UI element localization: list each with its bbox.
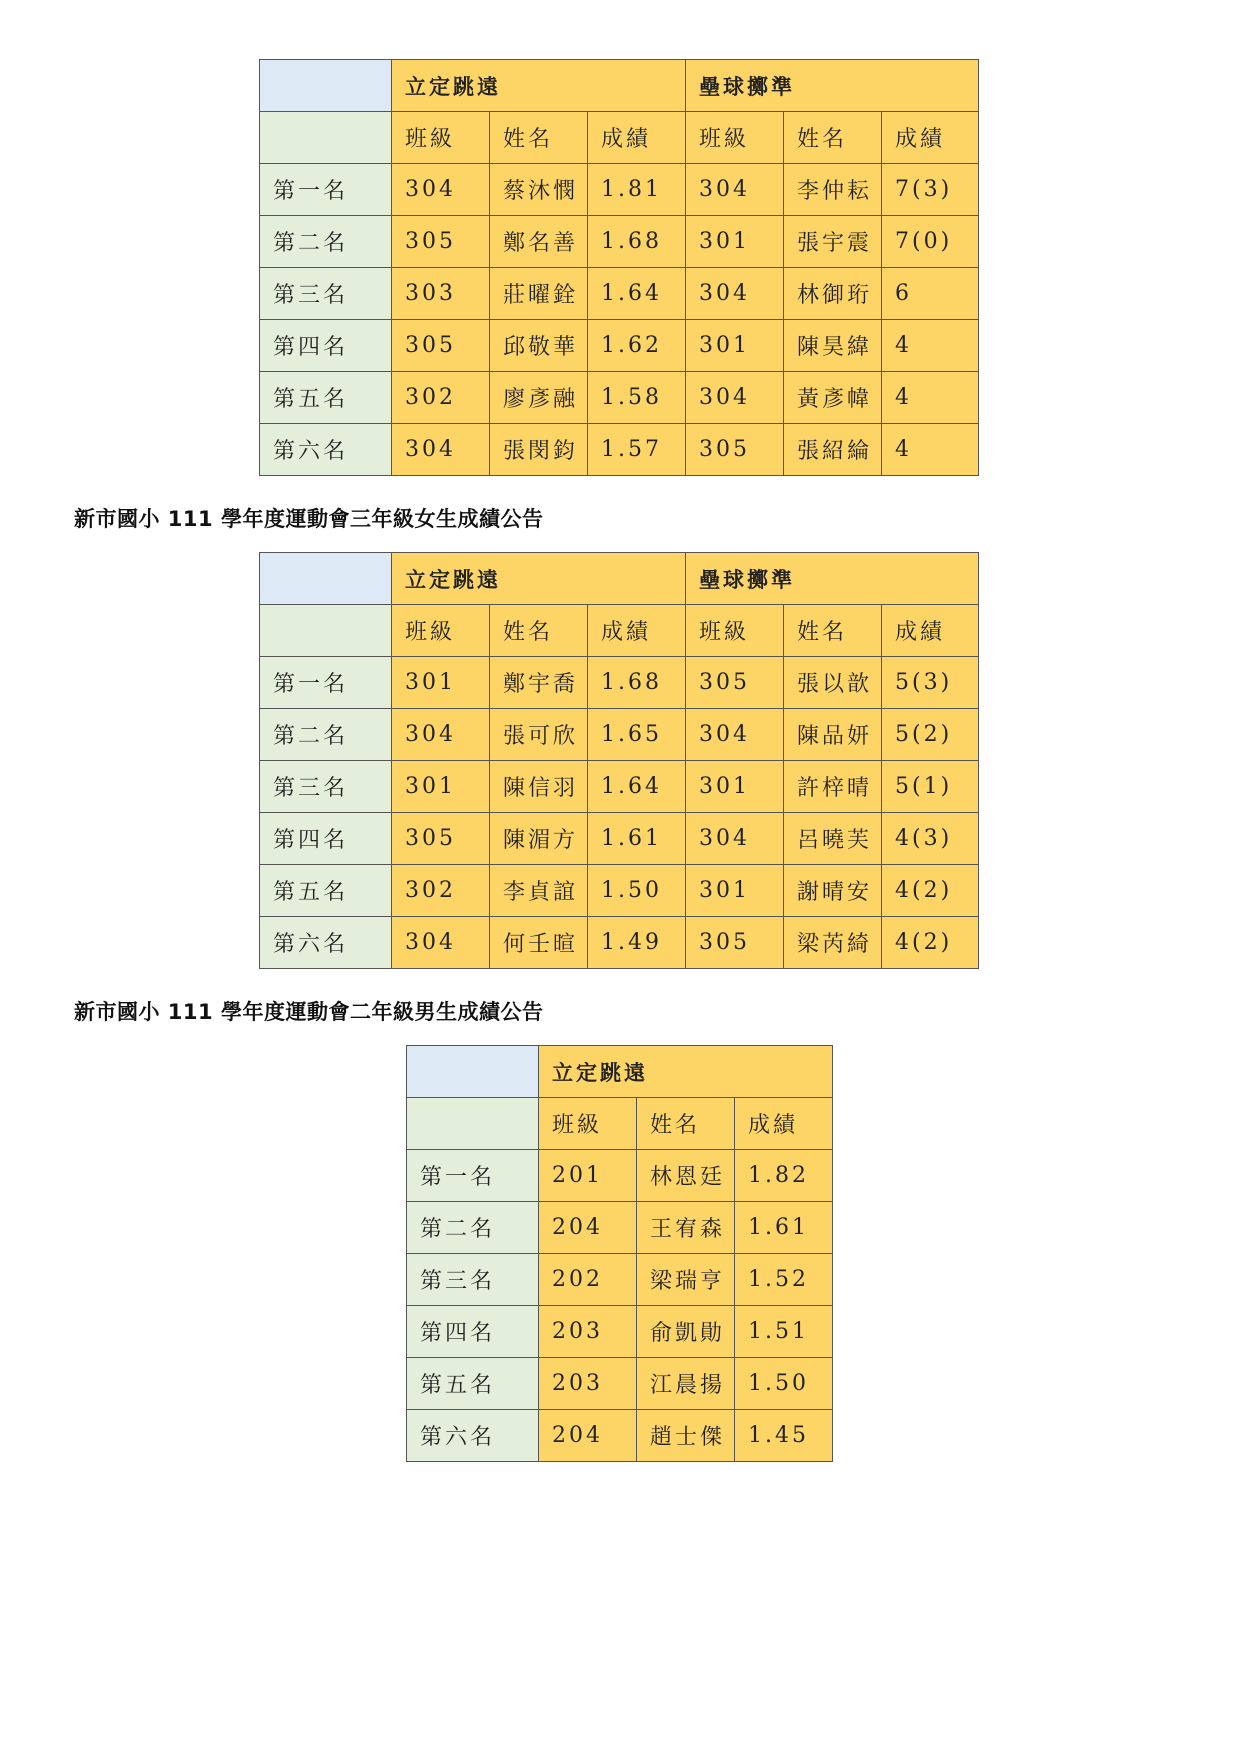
rank-cell: 第一名: [260, 657, 392, 709]
class-cell: 301: [686, 320, 784, 372]
class-cell: 301: [686, 216, 784, 268]
name-cell: 梁瑞亨: [637, 1254, 735, 1306]
score-cell: 1.61: [735, 1202, 833, 1254]
class-cell: 304: [392, 917, 490, 969]
table-row: [407, 1202, 833, 1254]
name-cell: 張可欣: [490, 709, 588, 761]
table-row: [260, 216, 979, 268]
table-row: [407, 1150, 833, 1202]
score-cell: 4: [882, 424, 979, 476]
score-cell: 4(2): [882, 865, 979, 917]
score-cell: 7(0): [882, 216, 979, 268]
class-cell: 303: [392, 268, 490, 320]
event-header: 壘球擲準: [686, 60, 979, 112]
event-header: 立定跳遠: [392, 553, 686, 605]
name-cell: 陳湄方: [490, 813, 588, 865]
score-cell: 4(2): [882, 917, 979, 969]
class-cell: 302: [392, 372, 490, 424]
rank-header-cell: [260, 112, 392, 164]
score-cell: 1.50: [735, 1358, 833, 1410]
score-cell: 1.58: [588, 372, 686, 424]
table-row: [260, 372, 979, 424]
score-cell: 1.57: [588, 424, 686, 476]
score-cell: 6: [882, 268, 979, 320]
results-table-1: [259, 59, 979, 476]
name-cell: 李仲耘: [784, 164, 882, 216]
event-header: 立定跳遠: [539, 1046, 833, 1098]
name-cell: 梁芮綺: [784, 917, 882, 969]
column-header: 成績: [588, 605, 686, 657]
score-cell: 1.68: [588, 657, 686, 709]
class-cell: 201: [539, 1150, 637, 1202]
score-cell: 1.68: [588, 216, 686, 268]
rank-cell: 第五名: [260, 865, 392, 917]
name-cell: 俞凱勛: [637, 1306, 735, 1358]
column-header: 班級: [686, 112, 784, 164]
score-cell: 1.45: [735, 1410, 833, 1462]
class-cell: 305: [686, 424, 784, 476]
rank-cell: 第四名: [407, 1306, 539, 1358]
name-cell: 江晨揚: [637, 1358, 735, 1410]
class-cell: 305: [686, 657, 784, 709]
class-cell: 304: [686, 268, 784, 320]
name-cell: 鄭名善: [490, 216, 588, 268]
class-cell: 305: [686, 917, 784, 969]
class-cell: 301: [686, 761, 784, 813]
class-cell: 305: [392, 813, 490, 865]
class-cell: 304: [392, 709, 490, 761]
score-cell: 1.61: [588, 813, 686, 865]
rank-header-cell: [407, 1098, 539, 1150]
column-header: 成績: [588, 112, 686, 164]
class-cell: 301: [392, 761, 490, 813]
name-cell: 何壬暄: [490, 917, 588, 969]
rank-cell: 第六名: [407, 1410, 539, 1462]
table-row: [407, 1306, 833, 1358]
results-table-3: [406, 1045, 833, 1462]
class-cell: 302: [392, 865, 490, 917]
rank-cell: 第一名: [407, 1150, 539, 1202]
name-cell: 陳信羽: [490, 761, 588, 813]
class-cell: 301: [686, 865, 784, 917]
rank-cell: 第一名: [260, 164, 392, 216]
score-cell: 1.65: [588, 709, 686, 761]
rank-cell: 第六名: [260, 917, 392, 969]
table-row: [260, 164, 979, 216]
section-heading: 新市國小 111 學年度運動會二年級男生成績公告: [74, 1000, 544, 1024]
class-cell: 305: [392, 320, 490, 372]
name-cell: 謝晴安: [784, 865, 882, 917]
class-cell: 203: [539, 1358, 637, 1410]
rank-cell: 第三名: [260, 268, 392, 320]
name-cell: 鄭宇喬: [490, 657, 588, 709]
score-cell: 1.62: [588, 320, 686, 372]
table-row: [407, 1358, 833, 1410]
name-cell: 趙士傑: [637, 1410, 735, 1462]
score-cell: 1.49: [588, 917, 686, 969]
class-cell: 304: [686, 372, 784, 424]
score-cell: 1.51: [735, 1306, 833, 1358]
rank-cell: 第五名: [260, 372, 392, 424]
column-header: 姓名: [784, 112, 882, 164]
results-table-2: [259, 552, 979, 969]
table-row: [260, 813, 979, 865]
rank-cell: 第四名: [260, 813, 392, 865]
score-cell: 1.64: [588, 761, 686, 813]
name-cell: 邱敬華: [490, 320, 588, 372]
name-cell: 黃彥幃: [784, 372, 882, 424]
score-cell: 5(2): [882, 709, 979, 761]
name-cell: 李貞誼: [490, 865, 588, 917]
class-cell: 204: [539, 1410, 637, 1462]
score-cell: 4(3): [882, 813, 979, 865]
name-cell: 林恩廷: [637, 1150, 735, 1202]
name-cell: 蔡沐憫: [490, 164, 588, 216]
rank-cell: 第三名: [260, 761, 392, 813]
table-row: [260, 320, 979, 372]
class-cell: 304: [686, 813, 784, 865]
column-header: 姓名: [490, 605, 588, 657]
column-header: 班級: [392, 605, 490, 657]
class-cell: 305: [392, 216, 490, 268]
column-header: 成績: [882, 605, 979, 657]
name-cell: 張宇震: [784, 216, 882, 268]
name-cell: 王宥森: [637, 1202, 735, 1254]
class-cell: 203: [539, 1306, 637, 1358]
rank-cell: 第六名: [260, 424, 392, 476]
rank-cell: 第二名: [260, 216, 392, 268]
rank-cell: 第三名: [407, 1254, 539, 1306]
score-cell: 1.82: [735, 1150, 833, 1202]
table-row: [260, 657, 979, 709]
name-cell: 陳昊緯: [784, 320, 882, 372]
rank-cell: 第五名: [407, 1358, 539, 1410]
class-cell: 304: [686, 709, 784, 761]
column-header: 姓名: [490, 112, 588, 164]
score-cell: 1.52: [735, 1254, 833, 1306]
class-cell: 304: [392, 164, 490, 216]
column-header: 班級: [392, 112, 490, 164]
column-header: 成績: [882, 112, 979, 164]
score-cell: 4: [882, 372, 979, 424]
name-cell: 許梓晴: [784, 761, 882, 813]
table-row: [260, 917, 979, 969]
name-cell: 林御珩: [784, 268, 882, 320]
event-header: 壘球擲準: [686, 553, 979, 605]
score-cell: 4: [882, 320, 979, 372]
column-header: 姓名: [784, 605, 882, 657]
table-row: [260, 424, 979, 476]
score-cell: 1.81: [588, 164, 686, 216]
class-cell: 204: [539, 1202, 637, 1254]
column-header: 姓名: [637, 1098, 735, 1150]
name-cell: 張閔鈞: [490, 424, 588, 476]
name-cell: 張紹綸: [784, 424, 882, 476]
column-header: 成績: [735, 1098, 833, 1150]
score-cell: 7(3): [882, 164, 979, 216]
rank-cell: 第四名: [260, 320, 392, 372]
corner-cell: [260, 553, 392, 605]
column-header: 班級: [686, 605, 784, 657]
name-cell: 呂曉芙: [784, 813, 882, 865]
rank-header-cell: [260, 605, 392, 657]
event-header: 立定跳遠: [392, 60, 686, 112]
name-cell: 張以歆: [784, 657, 882, 709]
table-row: [260, 268, 979, 320]
column-header: 班級: [539, 1098, 637, 1150]
rank-cell: 第二名: [407, 1202, 539, 1254]
table-row: [407, 1254, 833, 1306]
score-cell: 1.64: [588, 268, 686, 320]
class-cell: 202: [539, 1254, 637, 1306]
table-row: [260, 709, 979, 761]
score-cell: 5(3): [882, 657, 979, 709]
score-cell: 5(1): [882, 761, 979, 813]
section-heading: 新市國小 111 學年度運動會三年級女生成績公告: [74, 507, 544, 531]
name-cell: 陳品妍: [784, 709, 882, 761]
name-cell: 莊曜銓: [490, 268, 588, 320]
class-cell: 304: [392, 424, 490, 476]
class-cell: 304: [686, 164, 784, 216]
score-cell: 1.50: [588, 865, 686, 917]
class-cell: 301: [392, 657, 490, 709]
table-row: [260, 865, 979, 917]
corner-cell: [407, 1046, 539, 1098]
name-cell: 廖彥融: [490, 372, 588, 424]
table-row: [407, 1410, 833, 1462]
table-row: [260, 761, 979, 813]
rank-cell: 第二名: [260, 709, 392, 761]
corner-cell: [260, 60, 392, 112]
